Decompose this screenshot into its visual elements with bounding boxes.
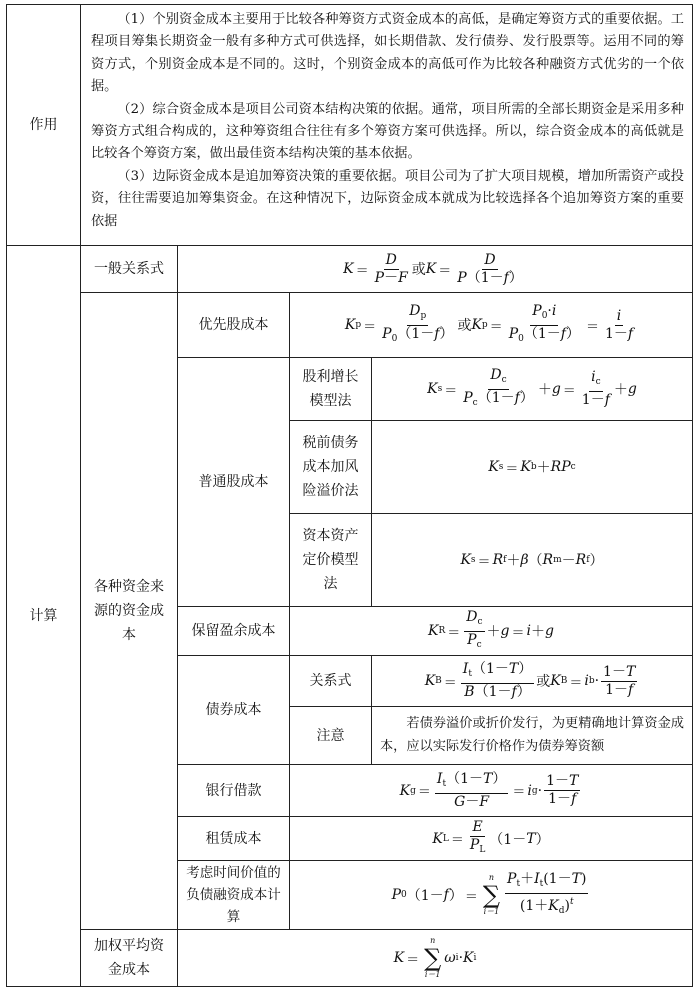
retained-formula: K R ＝ $\frac{D_c}{P_c}$ ＋ g ＝ i ＋ g — [428, 608, 554, 650]
general-or: 或 — [411, 262, 426, 278]
calc-label-cell — [6, 245, 81, 987]
sources-label-cell — [80, 292, 178, 930]
tv-debt-formula: P 0 （1－ f ） ＝ n ∑ i＝1 $\frac{P_t+I_t(1-T)}{(1+K_d)^t}$ — [391, 870, 587, 916]
effect-label: 作用 — [29, 117, 58, 133]
dividend-label-cell — [289, 357, 372, 421]
common-label-cell — [177, 357, 290, 607]
dividend-label: 股利增长模型法 — [302, 369, 359, 409]
lease-label: 租赁成本 — [205, 830, 262, 847]
lease-label-cell — [177, 816, 290, 861]
sources-label: 各种资金来源的资金成本 — [94, 579, 164, 643]
bond-note-text: 若债券溢价或折价发行，为更精确地计算资金成本，应以实际发行价格作为债券筹资额 — [380, 716, 684, 754]
bond-relation-formula-cell — [371, 655, 693, 707]
tv-debt-label: 考虑时间价值的负债融资成本计算 — [186, 865, 281, 925]
bank-label-cell — [177, 764, 290, 817]
risk-premium-label: 税前债务成本加风险溢价法 — [302, 435, 359, 499]
general-label: 一般关系式 — [94, 261, 164, 277]
effect-label-cell — [6, 4, 81, 246]
general-formula-cell — [177, 245, 693, 293]
bond-label-cell — [177, 655, 290, 765]
risk-premium-formula: K s ＝ K b ＋ RP c — [488, 459, 576, 477]
risk-premium-label-cell — [289, 420, 372, 514]
bond-relation-label: 关系式 — [309, 673, 352, 689]
bond-label: 债券成本 — [205, 702, 262, 718]
preferred-formula-cell — [289, 292, 693, 358]
capm-label: 资本资产定价模型法 — [302, 528, 359, 592]
tv-debt-label-cell — [177, 860, 290, 930]
capm-formula-cell — [371, 513, 693, 607]
bond-note-label-cell — [289, 706, 372, 765]
bank-formula: K g ＝ $\frac{I_t(1-T)}{G-F}$ ＝ i g · $\frac{1-T}{1-f}$ — [399, 770, 579, 810]
weighted-label: 加权平均资金成本 — [94, 938, 164, 978]
preferred-or: 或 — [457, 318, 472, 334]
lease-formula-cell — [289, 816, 693, 861]
preferred-label-cell — [177, 292, 290, 358]
preferred-label: 优先股成本 — [198, 317, 269, 333]
preferred-formula: K p ＝ $\frac{D_p}{P_0(1-f)}$ 或 K p ＝ $\frac{P_0\cdot i}{P_0(1-f)}$ ＝ $\frac{i}{1-f}$ — [344, 302, 634, 344]
retained-label-cell — [177, 606, 290, 656]
bond-relation-label-cell — [289, 655, 372, 707]
capm-formula: K s ＝ R f ＋ β （ R m － R f ） — [460, 552, 604, 570]
effect-paragraph-2: （2）综合资金成本是项目公司资本结构决策的依据。通常，项目所需的全部长期资金是采用多种筹资方式组合构成的，这种筹资组合往往有多个筹资方案可供选择。所以，综合资金成本的高低就是比较各个筹资方案，做出最佳资本结构决策的基本依据。 — [91, 101, 684, 162]
bond-or: 或 — [536, 674, 551, 690]
risk-premium-formula-cell — [371, 420, 693, 514]
bond-relation-formula: K B ＝ $\frac{I_t(1-T)}{B(1-f)}$ 或 K B ＝ i b · $\frac{1-T}{1-f}$ — [424, 661, 636, 700]
retained-label: 保留盈余成本 — [191, 623, 276, 639]
weighted-formula: K ＝ n ∑ i＝1 ω i · K i — [393, 936, 477, 979]
calc-label: 计算 — [29, 608, 58, 624]
weighted-formula-cell — [177, 929, 693, 987]
bank-label: 银行借款 — [205, 782, 262, 799]
effect-paragraph-3: （3）边际资金成本是追加筹资决策的重要依据。项目公司为了扩大项目规模，增加所需资产或投资，往往需要追加筹集资金。在这种情况下，边际资金成本就成为比较选择各个追加筹资方案的重要依据 — [91, 168, 684, 229]
common-label: 普通股成本 — [198, 474, 269, 490]
effect-paragraph-1: （1）个别资金成本主要用于比较各种筹资方式资金成本的高低，是确定筹资方式的重要依据。工程项目筹集长期资金一般有多种方式可供选择，如长期借款、发行债券、发行股票等。运用不同的筹资方式，个别资金成本是不同的。这时，个别资金成本的高低可作为比较各种融资方式优劣的一个依据。 — [91, 12, 684, 95]
dividend-formula: K s ＝ $\frac{D_c}{P_c(1-f)}$ ＋ g ＝ $\frac{i_c}{1-f}$ ＋ g — [427, 366, 637, 408]
effect-content-cell — [80, 4, 693, 246]
general-label-cell — [80, 245, 178, 293]
tv-debt-formula-cell — [289, 860, 693, 930]
general-formula: K ＝ $\frac{D}{P-F}$ 或 K ＝ $\frac{D}{P(1-f)}$ — [343, 251, 523, 286]
lease-formula: K L ＝ $\frac{E}{P_L}$ （1－ T ） — [432, 818, 550, 855]
weighted-label-cell — [80, 929, 178, 987]
dividend-formula-cell — [371, 357, 693, 421]
bank-formula-cell — [289, 764, 693, 817]
bond-note-label: 注意 — [316, 727, 345, 744]
capm-label-cell — [289, 513, 372, 607]
bond-note-cell — [371, 706, 693, 765]
retained-formula-cell — [289, 606, 693, 656]
